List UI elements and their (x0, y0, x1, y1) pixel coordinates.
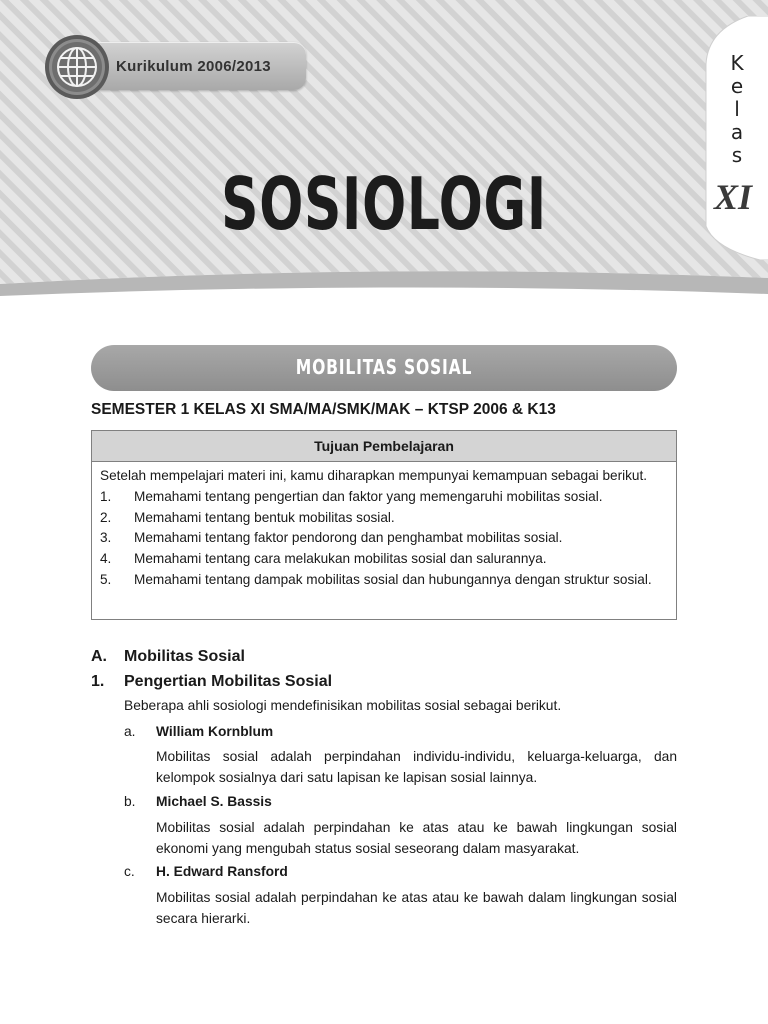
list-item (100, 487, 668, 508)
definition-text: Mobilitas sosial adalah perpindahan individu-individu, keluarga-keluarga, dan kelompok sosialnya dari satu lapisan ke lapisan sosial lainnya. (156, 749, 677, 785)
class-label (722, 52, 752, 167)
page-header (0, 0, 768, 300)
definition-author: William Kornblum (156, 724, 274, 739)
class-letter: e (730, 74, 744, 98)
list-number: 3. (100, 530, 112, 546)
class-letter: a (730, 120, 744, 144)
subsection-title: Pengertian Mobilitas Sosial (124, 673, 333, 690)
list-item (100, 508, 668, 529)
list-number: 2. (100, 509, 112, 525)
list-item (100, 570, 668, 591)
subsection-mark: 1. (91, 673, 105, 690)
definition-letter: a. (124, 724, 136, 739)
list-text: Memahami tentang dampak mobilitas sosial dan hubungannya dengan struktur sosial. (134, 571, 652, 587)
list-item (100, 528, 668, 549)
definition-text: Mobilitas sosial adalah perpindahan ke atas atau ke bawah dalam lingkungan sosial secara hierarki. (156, 890, 677, 926)
definition-text: Mobilitas sosial adalah perpindahan ke atas atau ke bawah lingkungan sosial ekonomi yang mengubah status sosial seseorang dalam masyarakat. (156, 820, 677, 856)
objectives-intro: Setelah mempelajari materi ini, kamu diharapkan mempunyai kemampuan sebagai berikut. (100, 468, 648, 483)
semester-heading: SEMESTER 1 KELAS XI SMA/MA/SMK/MAK – KTSP 2006 & K13 (91, 401, 556, 418)
section-heading (91, 648, 245, 666)
list-item (100, 549, 668, 570)
objectives-body (92, 462, 676, 591)
globe-icon (44, 34, 110, 100)
list-text: Memahami tentang cara melakukan mobilitas sosial dan salurannya. (134, 551, 547, 567)
intro-paragraph: Beberapa ahli sosiologi mendefinisikan mobilitas sosial sebagai berikut. (124, 698, 562, 713)
subsection-heading (91, 673, 332, 691)
class-letter: s (731, 143, 743, 167)
class-letter: K (730, 51, 744, 75)
definition-letter: b. (124, 794, 136, 809)
list-text: Memahami tentang bentuk mobilitas sosial. (134, 509, 395, 525)
list-number: 4. (100, 551, 112, 567)
section-title: Mobilitas Sosial (124, 648, 245, 665)
chapter-banner (91, 345, 677, 391)
list-text: Memahami tentang pengertian dan faktor yang memengaruhi mobilitas sosial. (134, 488, 603, 504)
chapter-title: MOBILITAS SOSIAL (295, 355, 473, 379)
definition-letter: c. (124, 864, 135, 879)
class-number: XI (714, 177, 753, 217)
list-text: Memahami tentang faktor pendorong dan penghambat mobilitas sosial. (134, 530, 563, 546)
section-mark: A. (91, 648, 107, 665)
list-number: 1. (100, 488, 112, 504)
list-number: 5. (100, 571, 112, 587)
objectives-heading: Tujuan Pembelajaran (92, 431, 676, 462)
definition-author: Michael S. Bassis (156, 794, 272, 809)
learning-objectives-box (91, 430, 677, 620)
definition-author: H. Edward Ransford (156, 864, 288, 879)
book-title: SOSIOLOGI (221, 162, 547, 246)
curriculum-label: Kurikulum 2006/2013 (116, 58, 271, 75)
class-letter: l (734, 97, 740, 121)
